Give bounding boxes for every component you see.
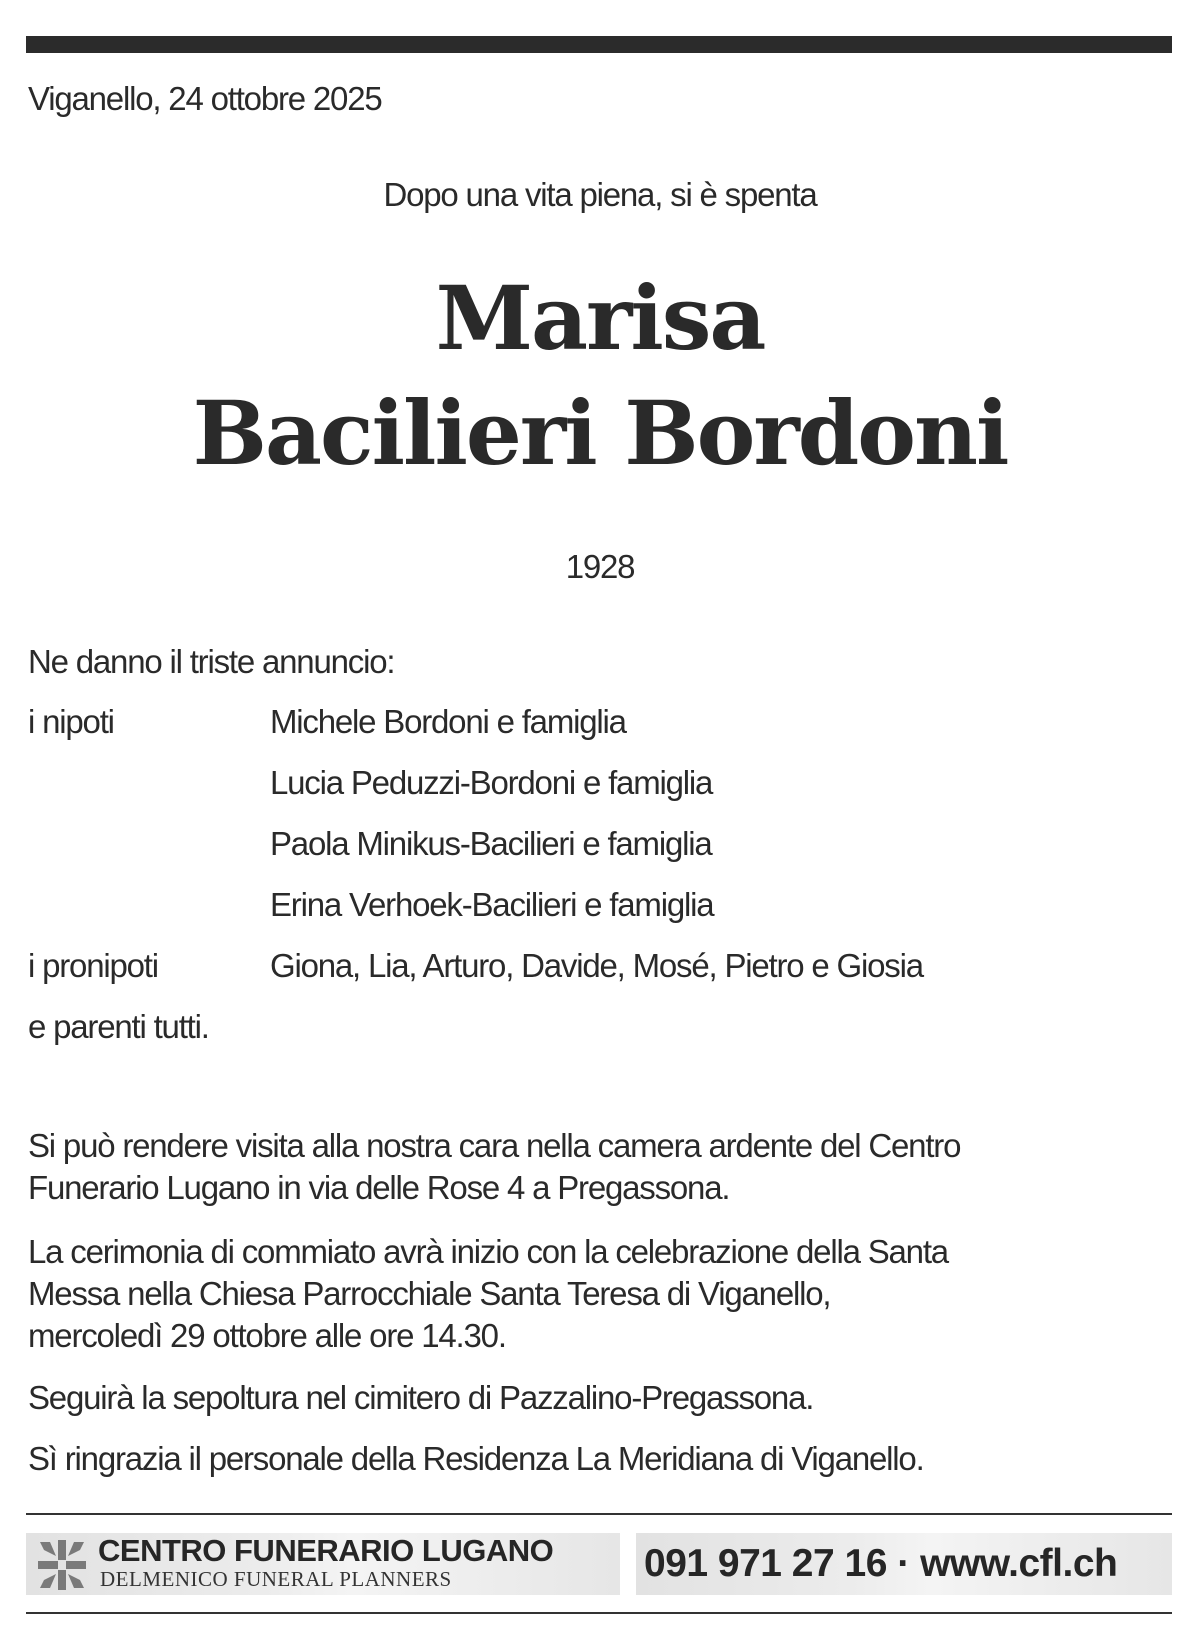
website-link[interactable]: www.cfl.ch <box>920 1542 1118 1585</box>
ceremony-line: La cerimonia di commiato avrà inizio con la celebrazione della Santa <box>28 1233 948 1270</box>
relative-name: Lucia Peduzzi-Bordoni e famiglia <box>270 764 713 801</box>
relative-name: Paola Minikus-Bacilieri e famiglia <box>270 825 712 862</box>
birth-year: 1928 <box>565 548 635 585</box>
deceased-surname: Bacilieri Bordoni <box>192 381 1008 485</box>
relative-name: Erina Verhoek-Bacilieri e famiglia <box>270 886 714 923</box>
top-rule <box>26 36 1172 53</box>
footer-top-rule <box>26 1513 1172 1515</box>
relation-label: i nipoti <box>28 703 114 740</box>
phone-number: 091 971 27 16 <box>644 1542 887 1585</box>
visit-line: Funerario Lugano in via delle Rose 4 a Pregassona. <box>28 1169 730 1206</box>
visit-line: Si può rendere visita alla nostra cara nella camera ardente del Centro <box>28 1127 961 1164</box>
funeral-home-subtitle: DELMENICO FUNERAL PLANNERS <box>100 1567 452 1591</box>
footer-bottom-rule <box>26 1612 1172 1614</box>
announcement-heading: Ne danno il triste annuncio: <box>28 643 395 680</box>
ceremony-line: Seguirà la sepoltura nel cimitero di Pazzalino-Pregassona. <box>28 1379 814 1416</box>
relative-name: Giona, Lia, Arturo, Davide, Mosé, Pietro e Giosia <box>270 947 923 984</box>
place-date: Viganello, 24 ottobre 2025 <box>28 80 382 117</box>
ceremony-line: mercoledì 29 ottobre alle ore 14.30. <box>28 1317 506 1354</box>
thanks-line: Sì ringrazia il personale della Residenza La Meridiana di Viganello. <box>28 1440 924 1477</box>
intro-text: Dopo una vita piena, si è spenta <box>383 176 817 213</box>
relative-name: Michele Bordoni e famiglia <box>270 703 626 740</box>
separator-dot: · <box>897 1542 910 1585</box>
relation-label: i pronipoti <box>28 947 158 984</box>
deceased-first-name: Marisa <box>435 266 765 370</box>
ceremony-line: Messa nella Chiesa Parrocchiale Santa Teresa di Viganello, <box>28 1275 831 1312</box>
announcement-closing: e parenti tutti. <box>28 1008 209 1045</box>
funeral-home-logo-icon <box>36 1538 88 1592</box>
funeral-home-name: CENTRO FUNERARIO LUGANO <box>98 1533 554 1568</box>
